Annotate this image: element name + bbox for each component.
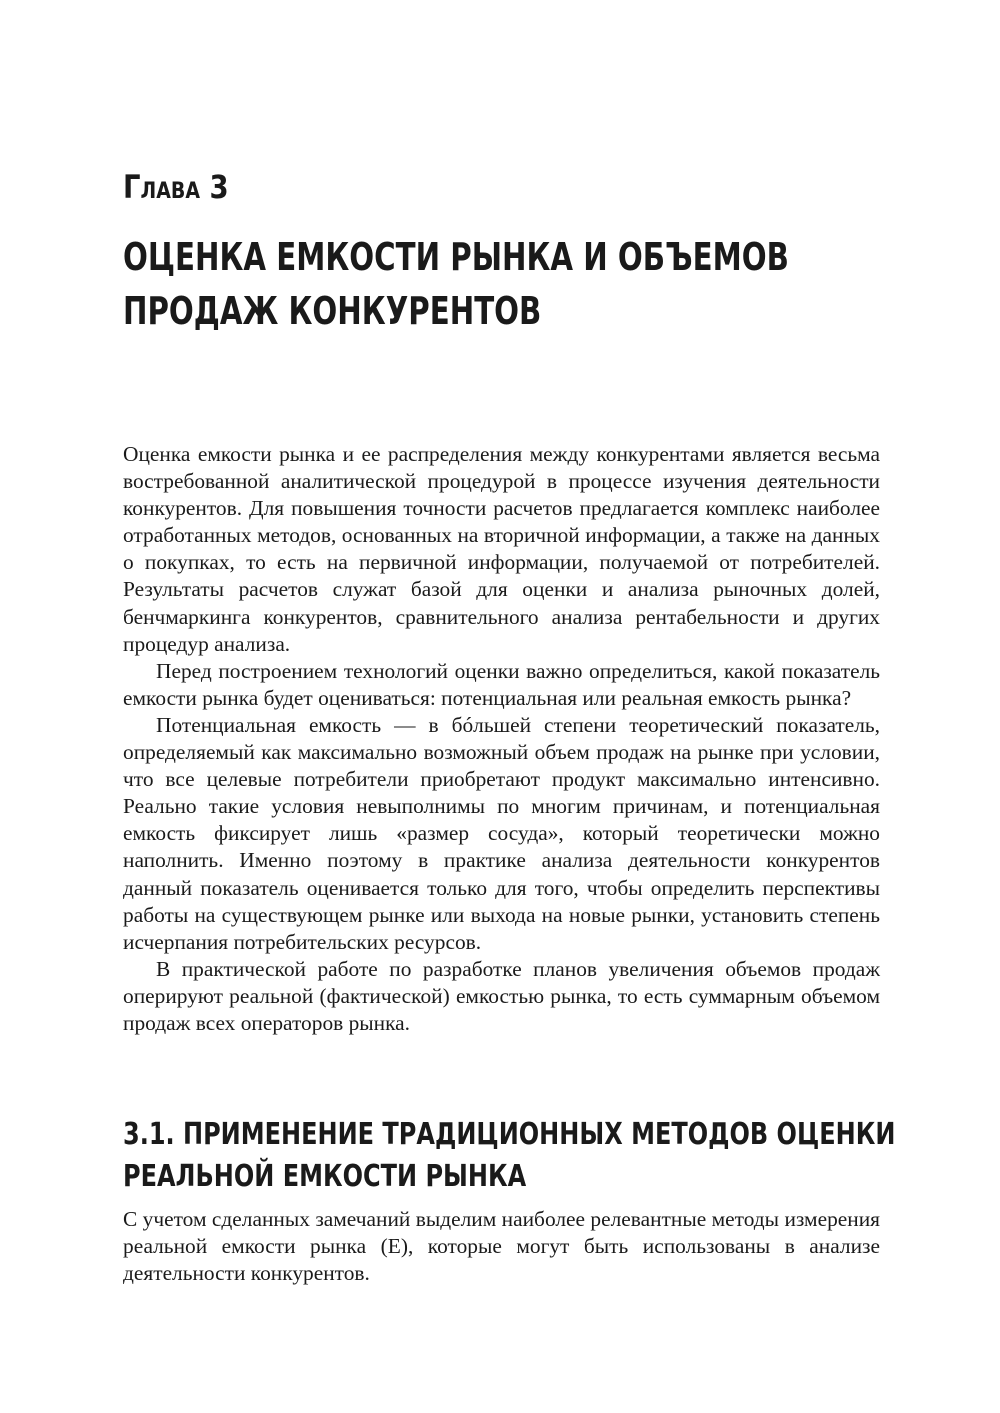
chapter-title-line-2: ПРОДАЖ КОНКУРЕНТОВ [123,289,542,333]
chapter-intro [123,441,880,1037]
section-paragraph-1: С учетом сделанных замечаний выделим наиболее релевантные методы измерения реальной емкости рынка (E), которые могут быть использованы в анализе деятельности конкурентов. [123,1207,880,1286]
intro-paragraph-4: В практической работе по разработке планов увеличения объемов продаж оперируют реальной (фактической) емкостью рынка, то есть суммарным объемом продаж всех операторов рынка. [123,956,880,1035]
section-body [123,1206,880,1287]
section-heading-line-2: РЕАЛЬНОЙ ЕМКОСТИ РЫНКА [123,1159,527,1194]
intro-paragraph-2: Перед построением технологий оценки важно определиться, какой показатель емкости рынка будет оцениваться: потенциальная или реальная емкость рынка? [123,658,880,710]
chapter-label: Глава 3 [123,168,229,206]
chapter-title [123,230,801,338]
intro-paragraph-1: Оценка емкости рынка и ее распределения между конкурентами является весьма востребованной аналитической процедурой в процессе изучения деятельности конкурентов. Для повышения точности расчетов предлагается комплекс наиболее отработанных методов, основанных на вторичной информации, а также на данных о покупках, то есть на первичной информации, получаемой от потребителей. Результаты расчетов служат базой для оценки и анализа рыночных долей, бенчмаркинга конкурентов, сравнительного анализа рентабельности и других процедур анализа. [123,442,880,656]
chapter-title-line-1: ОЦЕНКА ЕМКОСТИ РЫНКА И ОБЪЕМОВ [123,235,789,279]
section-heading [123,1114,896,1198]
section-heading-line-1: 3.1. ПРИМЕНЕНИЕ ТРАДИЦИОННЫХ МЕТОДОВ ОЦЕНКИ [123,1117,896,1152]
intro-paragraph-3: Потенциальная емкость — в бóльшей степени теоретический показатель, определяемый как максимально возможный объем продаж на рынке при условии, что все целевые потребители приобретают продукт максимально интенсивно. Реально такие условия невыполнимы по многим причинам, и потенциальная емкость фиксирует лишь «размер сосуда», который теоретически можно наполнить. Именно поэтому в практике анализа деятельности конкурентов данный показатель оценивается только для того, чтобы определить перспективы работы на существующем рынке или выхода на новые рынки, установить степень исчерпания потребительских ресурсов. [123,712,880,954]
